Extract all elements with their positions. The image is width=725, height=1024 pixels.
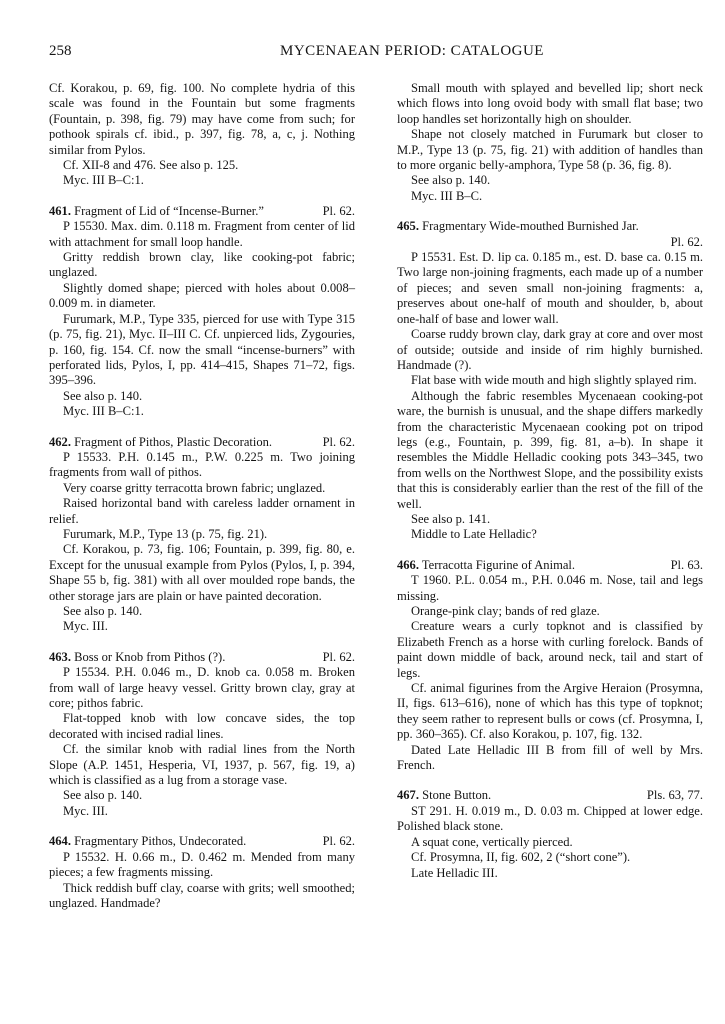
entry-463-heading <box>49 650 355 665</box>
plate-reference: Pl. 62. <box>670 234 703 249</box>
entry-461-text: See also p. 140. <box>63 388 143 403</box>
plate-reference: Pl. 63. <box>670 557 703 572</box>
entry-title: Fragment of Pithos, Plastic Decoration. <box>74 434 273 449</box>
entry-number: 462. <box>49 434 71 449</box>
entry-462-text: Raised horizontal band with careless ladder ornament in relief. <box>49 496 355 526</box>
entry-number: 466. <box>397 557 419 572</box>
entry-number: 467. <box>397 788 419 803</box>
entry-465-text: Although the fabric resembles Mycenaean cooking-pot ware, the burnish is unusual, and the shape differs markedly from the characteristic Mycenaean cooking pot on tripod legs (e.g., Fountain, p. 399, fig. 81, a–b). In shape it resembles the Middle Helladic cooking pots 343–345, two from wells on the Northwest Slope, and the possibility exists that this is considerably earlier than the rest of the fill of the well. <box>397 388 703 511</box>
entry-464-continued-text: Small mouth with splayed and bevelled lip; short neck which flows into long ovoid body with small flat base; two loop handles set horizontally high on shoulder. <box>397 81 703 126</box>
entry-462-text: Furumark, M.P., Type 13 (p. 75, fig. 21). <box>63 526 268 541</box>
entry-467-text: Late Helladic III. <box>411 865 498 880</box>
entry-467-text: Cf. Prosymna, II, fig. 602, 2 (“short cone”). <box>411 850 631 865</box>
entry-464-continued-text: Shape not closely matched in Furumark but closer to M.P., Type 13 (p. 75, fig. 21) with addition of handles than to more organic belly-amphora, Type 58 (p. 36, fig. 8). <box>397 127 703 173</box>
entry-461-text: Furumark, M.P., Type 335, pierced for use with Type 315 (p. 75, fig. 21), Myc. II–III C. Cf. unpierced lids, Zygouries, p. 160, fig. 154. Cf. now the small “incense-burners” with perforated lids, Pylos, I, pp. 414–415, Shapes 71–72, figs. 395–396. <box>49 311 355 388</box>
entry-464-text: Thick reddish buff clay, coarse with grits; well smoothed; unglazed. Handmade? <box>49 880 355 910</box>
entry-461-text: P 15530. Max. dim. 0.118 m. Fragment from center of lid with attachment for small loop handle. <box>49 219 355 249</box>
entry-title: Boss or Knob from Pithos (?). <box>74 649 226 664</box>
entry-465-text: Flat base with wide mouth and high slightly splayed rim. <box>411 373 697 388</box>
entry-464-text: P 15532. H. 0.66 m., D. 0.462 m. Mended from many pieces; a few fragments missing. <box>49 849 355 880</box>
entry-number: 463. <box>49 649 71 664</box>
entry-462-heading <box>49 435 355 450</box>
entry-465-text: See also p. 141. <box>411 511 491 526</box>
entry-464-continued-text: See also p. 140. <box>411 173 491 188</box>
entry-467-text: A squat cone, vertically pierced. <box>411 834 573 849</box>
entry-467-text: ST 291. H. 0.019 m., D. 0.03 m. Chipped at lower edge. Polished black stone. <box>397 803 703 834</box>
entry-463-text: See also p. 140. <box>63 788 143 803</box>
plate-reference: Pl. 62. <box>322 434 355 449</box>
entry-465-text: P 15531. Est. D. lip ca. 0.185 m., est. D. base ca. 0.15 m. Two large non-joining fragments, each made up of a number of pieces; and seven small non-joining fragments: a, preserves about one-half of mouth and shoulder, b, about one-half of base and lower wall. <box>397 250 703 326</box>
entry-464-heading <box>49 834 355 849</box>
intro-paragraph: Cf. Korakou, p. 69, fig. 100. No complete hydria of this scale was found in the Fountain but some fragments (Fountain, p. 398, fig. 79) may have come from such; for pothook spirals cf. ibid., p. 397, fig. 78, a, c, j. Nothing similar from Pylos. <box>49 81 355 157</box>
entry-461-text: Myc. III B–C:1. <box>63 404 144 419</box>
entry-462-text: Very coarse gritty terracotta brown fabric; unglazed. <box>63 480 326 495</box>
entry-466-text: T 1960. P.L. 0.054 m., P.H. 0.046 m. Nose, tail and legs missing. <box>397 573 703 603</box>
right-column <box>397 81 703 881</box>
entry-467-heading <box>397 788 703 803</box>
intro-crossref: Cf. XII-8 and 476. See also p. 125. <box>63 158 239 173</box>
page-number: 258 <box>49 43 72 59</box>
entry-463-text: Flat-topped knob with low concave sides, the top decorated with incised radial lines. <box>49 711 355 741</box>
left-column <box>49 81 355 911</box>
entry-466-text: Orange-pink clay; bands of red glaze. <box>411 604 600 618</box>
intro-date: Myc. III B–C:1. <box>63 173 144 188</box>
plate-reference: Pl. 62. <box>322 834 355 849</box>
entry-461-heading <box>49 204 355 219</box>
entry-466-text: Dated Late Helladic III B from fill of well by Mrs. French. <box>397 742 703 773</box>
page-header <box>49 44 695 64</box>
entry-number: 464. <box>49 834 71 849</box>
entry-title: Stone Button. <box>422 788 492 803</box>
plate-reference: Pls. 63, 77. <box>646 788 703 803</box>
entry-465-text: Middle to Late Helladic? <box>411 527 537 542</box>
entry-462-text: Cf. Korakou, p. 73, fig. 106; Fountain, p. 399, fig. 80, e. Except for the unusual example from Pylos (Pylos, I, p. 394, Shape 55 b, fig. 381) with all over moulded rope bands, the other storage jars are plain or have painted decoration. <box>49 542 355 603</box>
entry-466-text: Creature wears a curly topknot and is classified by Elizabeth French as a horse with curling forelock. Bands of paint down middle of back, around neck, tail and start of legs. <box>397 619 703 680</box>
entry-461-text: Gritty reddish brown clay, like cooking-pot fabric; unglazed. <box>49 250 355 280</box>
entry-463-text: P 15534. P.H. 0.046 m., D. knob ca. 0.058 m. Broken from wall of large heavy vessel. Gritty brown clay, gray at core; pithos fabric. <box>49 665 355 711</box>
entry-464-continued-text: Myc. III B–C. <box>411 188 483 203</box>
entry-number: 461. <box>49 203 71 218</box>
entry-title: Fragment of Lid of “Incense-Burner.” <box>74 203 264 218</box>
entry-461-text: Slightly domed shape; pierced with holes about 0.008–0.009 m. in diameter. <box>49 280 355 311</box>
running-title: MYCENAEAN PERIOD: CATALOGUE <box>280 43 544 59</box>
entry-463-text: Myc. III. <box>63 803 108 818</box>
entry-465-text: Coarse ruddy brown clay, dark gray at core and over most of outside; outside and inside of rim highly burnished. Handmade (?). <box>397 327 703 372</box>
entry-462-text: See also p. 140. <box>63 604 143 618</box>
entry-title: Terracotta Figurine of Animal. <box>421 557 576 572</box>
entry-466-heading <box>397 558 703 573</box>
entry-466-text: Cf. animal figurines from the Argive Heraion (Prosymna, II, figs. 613–616), none of which has this type of topknot; they seem rather to represent bulls or cows (cf. Prosymna, I, pp. 360–365). Cf. also Korakou, p. 107, fig. 132. <box>397 681 703 742</box>
entry-462-text: P 15533. P.H. 0.145 m., P.W. 0.225 m. Two joining fragments from wall of pithos. <box>49 449 355 480</box>
entry-462-text: Myc. III. <box>63 619 108 634</box>
plate-reference: Pl. 62. <box>322 203 355 218</box>
entry-title: Fragmentary Pithos, Undecorated. <box>74 834 247 849</box>
plate-reference: Pl. 62. <box>322 649 355 664</box>
entry-number: 465. <box>397 219 419 234</box>
entry-title: Fragmentary Wide-mouthed Burnished Jar. <box>422 219 639 234</box>
entry-463-text: Cf. the similar knob with radial lines from the North Slope (A.P. 1451, Hesperia, VI, 1937, p. 567, fig. 19, a) which is classified as a lug from a storage vase. <box>49 742 355 788</box>
entry-465-heading <box>397 219 703 250</box>
